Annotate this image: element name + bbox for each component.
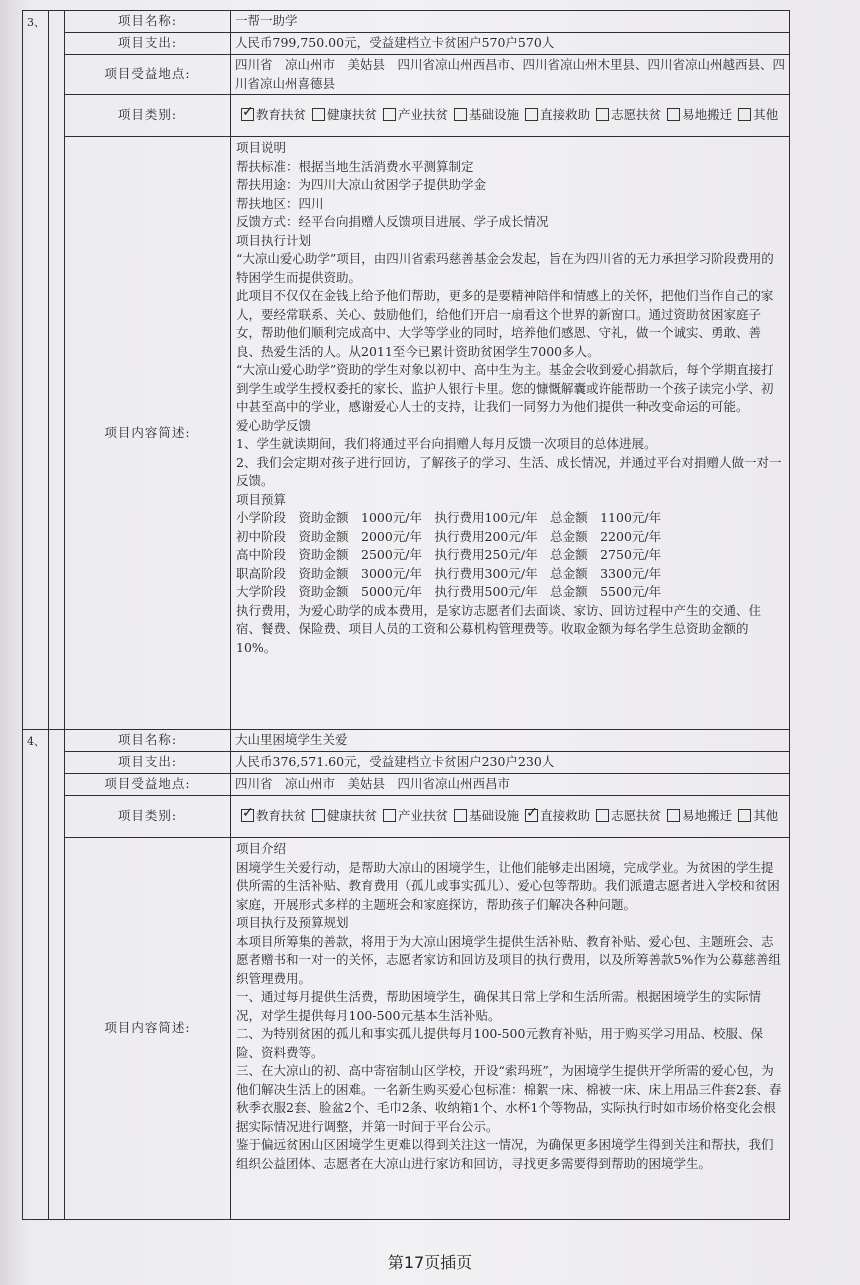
project-category-row [23, 95, 790, 137]
category-option [590, 808, 661, 823]
description-paragraph: 困境学生关爱行动，是帮助大凉山的困境学生，让他们能够走出困境，完成学业。为贫困的学生提供所需的生活补贴、教育费用（孤儿或事实孤儿）、爱心包等帮助。我们派遣志愿者进入学校和贫困家庭，开展形式多样的主题班会和家庭探访，帮助孩子们解决各种问题。 [236, 859, 780, 912]
description-paragraph: 高中阶段 资助金额 2500元/年 执行费用250元/年 总金额 2750元/年 [236, 547, 662, 562]
category-option [377, 107, 448, 122]
unchecked-box-icon [383, 809, 396, 822]
description-paragraph: 1、学生就读期间，我们将通过平台向捐赠人每月反馈一次项目的总体进展。 [236, 436, 657, 451]
category-option [235, 808, 306, 823]
category-label: 直接救助 [540, 808, 591, 824]
description-paragraph: 帮扶标准：根据当地生活消费水平测算制定 [236, 158, 474, 174]
description-paragraph: 帮扶地区：四川 [236, 195, 324, 211]
checked-box-icon [241, 108, 254, 121]
category-label: 产业扶贫 [398, 808, 449, 824]
project-content-description [231, 137, 790, 730]
page-footer: 第17页插页 [387, 1253, 473, 1272]
category-label: 基础设施 [469, 107, 520, 123]
description-paragraph: 一、通过每月提供生活费，帮助困境学生，确保其日常上学和生活所需。根据困境学生的实际情况，对学生提供每月100-500元基本生活补贴。 [236, 989, 762, 1023]
description-paragraph: 二、为特别贫困的孤儿和事实孤儿提供每月100-500元教育补贴，用于购买学习用品、校服、保险、资料费等。 [236, 1026, 763, 1060]
project-name-label: 项目名称: [65, 11, 231, 33]
description-paragraph: 鉴于偏远贫困山区困境学生更难以得到关注这一情况，为确保更多困境学生得到关注和帮扶，我们组织公益团体、志愿者在大凉山进行家访和回访，寻找更多需要得到帮助的困境学生。 [236, 1137, 774, 1171]
unchecked-box-icon [738, 809, 751, 822]
category-option [519, 808, 590, 823]
category-label: 易地搬迁 [682, 808, 733, 824]
spacer-column [49, 730, 65, 1220]
project-location-row [23, 774, 790, 796]
project-name-value: 一帮一助学 [231, 11, 790, 33]
description-paragraph: 帮扶用途：为四川大凉山贫困学子提供助学金 [236, 177, 487, 192]
unchecked-box-icon [738, 108, 751, 121]
category-option [448, 107, 519, 122]
project-location-label: 项目受益地点: [65, 55, 231, 95]
project-spend-row [23, 752, 790, 774]
project-location-value: 四川省 凉山州市 美姑县 四川省凉山州西昌市、四川省凉山州木里县、四川省凉山州越西县、四川省凉山州喜德县 [231, 55, 790, 95]
category-label: 志愿扶贫 [611, 107, 662, 123]
project-index: 3、 [23, 11, 49, 730]
category-option [732, 808, 778, 823]
project-form-table [22, 10, 790, 1220]
description-paragraph: 本项目所筹集的善款，将用于为大凉山困境学生提供生活补贴、教育补贴、爱心包、主题班会、志愿者赠书和一对一的关怀，志愿者家访和回访及项目的执行费用，以及所筹善款5%作为公募慈善组织管理费用。 [236, 933, 781, 986]
description-paragraph: “大凉山爱心助学”资助的学生对象以初中、高中生为主。基金会收到爱心捐款后，每个学期直接打到学生或学生授权委托的家长、监护人银行卡里。您的慷慨解囊或许能帮助一个孩子读完小学、初中甚至高中的学业，感谢爱心人士的支持，让我们一同努力为他们提供一种改变命运的可能。 [236, 362, 774, 414]
description-paragraph: 反馈方式：经平台向捐赠人反馈项目进展、学子成长情况 [236, 214, 549, 229]
project-category-options [231, 796, 790, 838]
unchecked-box-icon [667, 108, 680, 121]
unchecked-box-icon [454, 108, 467, 121]
project-spend-value: 人民币799,750.00元，受益建档立卡贫困户570户570人 [231, 33, 790, 55]
project-name-value: 大山里困境学生关爱 [231, 730, 790, 752]
category-option [519, 107, 590, 122]
project-category-row [23, 796, 790, 838]
project-index: 4、 [23, 730, 49, 1220]
description-paragraph: 项目预算 [236, 491, 287, 507]
description-paragraph: 职高阶段 资助金额 3000元/年 执行费用300元/年 总金额 3300元/年 [236, 565, 662, 581]
category-label: 其他 [753, 808, 779, 824]
project-content-row [23, 137, 790, 730]
description-paragraph: 2、我们会定期对孩子进行回访，了解孩子的学习、生活、成长情况，并通过平台对捐赠人做一对一反馈。 [236, 454, 782, 488]
category-label: 志愿扶贫 [611, 808, 662, 824]
category-option [306, 808, 377, 823]
project-spend-label: 项目支出: [65, 33, 231, 55]
category-option [661, 107, 732, 122]
category-label: 健康扶贫 [327, 107, 378, 123]
description-paragraph: 初中阶段 资助金额 2000元/年 执行费用200元/年 总金额 2200元/年 [236, 528, 662, 544]
project-spend-row [23, 33, 790, 55]
project-name-row [23, 730, 790, 752]
project-location-row [23, 55, 790, 95]
unchecked-box-icon [596, 809, 609, 822]
category-option [732, 107, 778, 122]
category-option [661, 808, 732, 823]
project-content-label: 项目内容简述: [65, 838, 231, 1220]
category-option [235, 107, 306, 122]
category-option [448, 808, 519, 823]
category-label: 易地搬迁 [682, 107, 733, 123]
checked-box-icon [241, 809, 254, 822]
project-location-value: 四川省 凉山州市 美姑县 四川省凉山州西昌市 [231, 774, 790, 796]
unchecked-box-icon [454, 809, 467, 822]
category-label: 教育扶贫 [256, 107, 307, 123]
checked-box-icon [525, 809, 538, 822]
description-paragraph: 大学阶段 资助金额 5000元/年 执行费用500元/年 总金额 5500元/年 [236, 584, 662, 599]
unchecked-box-icon [312, 108, 325, 121]
category-label: 教育扶贫 [256, 808, 307, 824]
description-paragraph: 小学阶段 资助金额 1000元/年 执行费用100元/年 总金额 1100元/年 [236, 510, 662, 525]
category-label: 基础设施 [469, 808, 520, 824]
project-content-row [23, 838, 790, 1220]
category-option [377, 808, 448, 823]
category-label: 其他 [753, 107, 779, 123]
category-option [590, 107, 661, 122]
project-category-options [231, 95, 790, 137]
project-category-label: 项目类别: [65, 796, 231, 838]
project-name-label: 项目名称: [65, 730, 231, 752]
category-label: 健康扶贫 [327, 808, 378, 824]
unchecked-box-icon [525, 108, 538, 121]
description-paragraph: 此项目不仅仅在金钱上给予他们帮助，更多的是要精神陪伴和情感上的关怀，把他们当作自己的家人，要经常联系、关心、鼓励他们，给他们开启一扇看这个世界的新窗口。通过资助贫困家庭子女，帮助他们顺利完成高中、大学等学业的同时，培养他们感恩、守礼，做一个诚实、勇敢、善良、热爱生活的人。从2011至今已累计资助贫困学生7000多人。 [236, 288, 774, 359]
description-paragraph: 爱心助学反馈 [236, 417, 312, 433]
project-content-label: 项目内容简述: [65, 137, 231, 730]
description-paragraph: 项目执行及预算规划 [236, 915, 349, 930]
description-paragraph: 项目说明 [236, 140, 287, 155]
category-option [306, 107, 377, 122]
project-category-label: 项目类别: [65, 95, 231, 137]
unchecked-box-icon [383, 108, 396, 121]
description-paragraph: 项目执行计划 [236, 232, 312, 248]
category-label: 直接救助 [540, 107, 591, 123]
description-paragraph: “大凉山爱心助学”项目，由四川省索玛慈善基金会发起，旨在为四川省的无力承担学习阶段费用的特困学生而提供资助。 [236, 251, 774, 285]
unchecked-box-icon [596, 108, 609, 121]
unchecked-box-icon [312, 809, 325, 822]
description-paragraph: 三、在大凉山的初、高中寄宿制山区学校，开设“索玛班”，为困境学生提供开学所需的爱心包，为他们解决生活上的困难。一名新生购买爱心包标准：棉絮一床、棉被一床、床上用品三件套2套、春秋季衣服2套、脸盆2个、毛巾2条、收纳箱1个、水杯1个等物品，实际执行时如市场价格变化会根据实际情况进行调整，并第一时间于平台公示。 [236, 1063, 782, 1134]
project-location-label: 项目受益地点: [65, 774, 231, 796]
project-content-description [231, 838, 790, 1220]
project-spend-label: 项目支出: [65, 752, 231, 774]
category-label: 产业扶贫 [398, 107, 449, 123]
description-paragraph: 执行费用，为爱心助学的成本费用，是家访志愿者们去面谈、家访、回访过程中产生的交通、住宿、餐费、保险费、项目人员的工资和公募机构管理费等。收取金额为每名学生总资助金额的10%。 [236, 602, 762, 655]
spacer-column [49, 11, 65, 730]
project-name-row [23, 11, 790, 33]
unchecked-box-icon [667, 809, 680, 822]
project-spend-value: 人民币376,571.60元，受益建档立卡贫困户230户230人 [231, 752, 790, 774]
description-paragraph: 项目介绍 [236, 841, 287, 856]
